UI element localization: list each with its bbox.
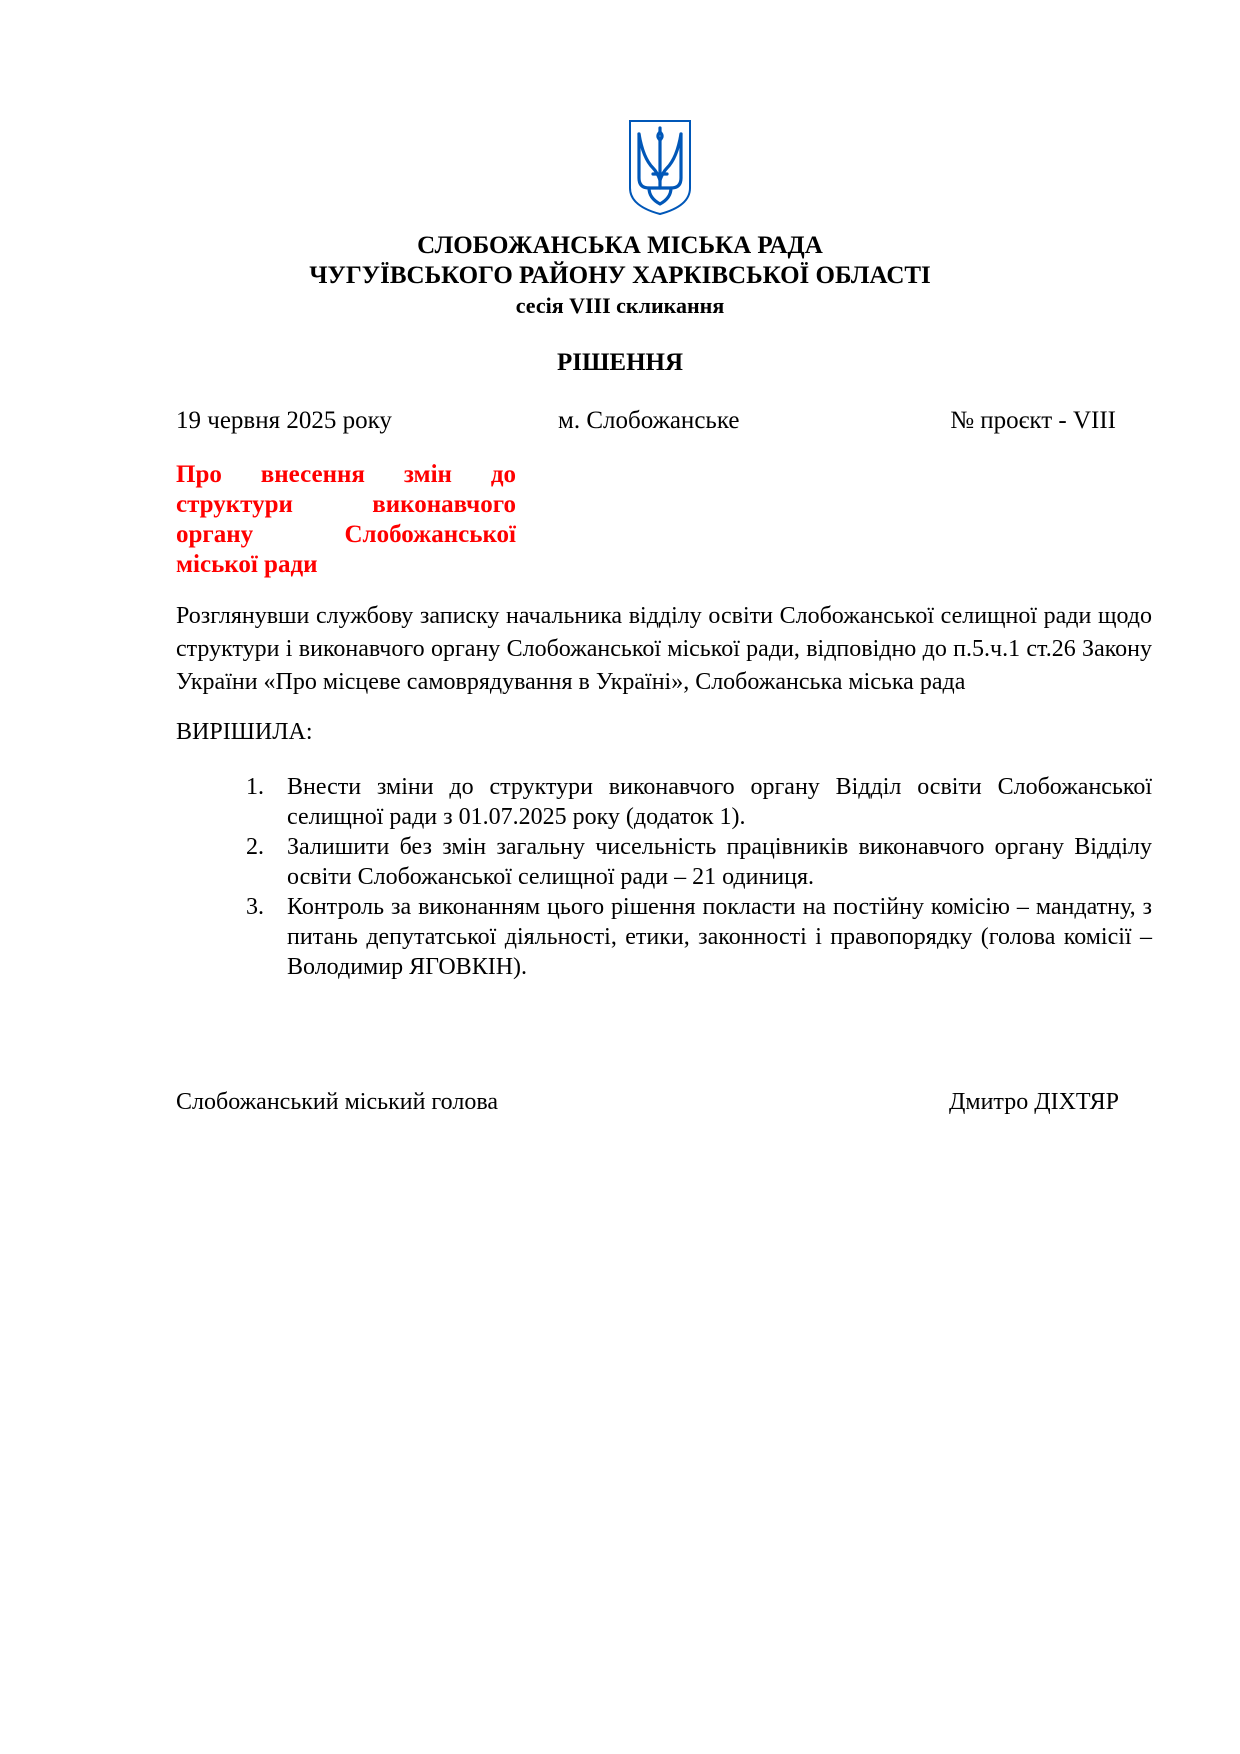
resolved-label: ВИРІШИЛА: — [176, 719, 313, 745]
item-number: 1. — [246, 774, 264, 800]
item-text: Внести зміни до структури виконавчого органу Відділ освіти Слобожанської селищної ради з 01.07.2025 року (додаток 1). — [287, 774, 1152, 830]
item-number: 2. — [246, 834, 264, 860]
document-subject — [176, 460, 516, 580]
item-text: Контроль за виконанням цього рішення покласти на постійну комісію – мандатну, з питань депутатської діяльності, етики, законності і правопорядку (голова комісії – Володимир ЯГОВКІН). — [287, 894, 1152, 980]
document-title: РІШЕННЯ — [556, 349, 684, 376]
document-number: № проєкт - VIIІ — [950, 407, 1116, 434]
subject-line: Про внесення змін до — [176, 461, 516, 488]
district-name: ЧУГУЇВСЬКОГО РАЙОНУ ХАРКІВСЬКОЇ ОБЛАСТІ — [309, 262, 931, 289]
document-meta-row — [176, 405, 1116, 439]
decision-items-list — [246, 772, 1152, 982]
document-city: м. Слобожанське — [558, 407, 740, 434]
decision-item — [246, 892, 1152, 982]
trident-coat-of-arms-icon — [627, 118, 693, 216]
subject-line: органу Слобожанської — [176, 521, 516, 548]
subject-line: міської ради — [176, 551, 318, 578]
item-text: Залишити без змін загальну чисельність працівників виконавчого органу Відділу освіти Слобожанської селищної ради – 21 одиниця. — [287, 834, 1152, 890]
signatory-role: Слобожанський міський голова — [176, 1089, 498, 1115]
signatory-name: Дмитро ДІХТЯР — [949, 1089, 1119, 1115]
decision-item — [246, 832, 1152, 892]
preamble-paragraph: Розглянувши службову записку начальника відділу освіти Слобожанської селищної ради щодо структури і виконавчого органу Слобожанської міської ради, відповідно до п.5.ч.1 ст.26 Закону України «Про місцеве самоврядування в Україні», Слобожанська міська рада — [176, 603, 1152, 695]
session-line: сесія VIІІ скликання — [515, 293, 725, 318]
item-number: 3. — [246, 894, 264, 920]
council-name: СЛОБОЖАНСЬКА МІСЬКА РАДА — [417, 232, 823, 259]
subject-line: структури виконавчого — [176, 491, 516, 518]
document-date: 19 червня 2025 року — [176, 407, 392, 434]
decision-item — [246, 772, 1152, 832]
